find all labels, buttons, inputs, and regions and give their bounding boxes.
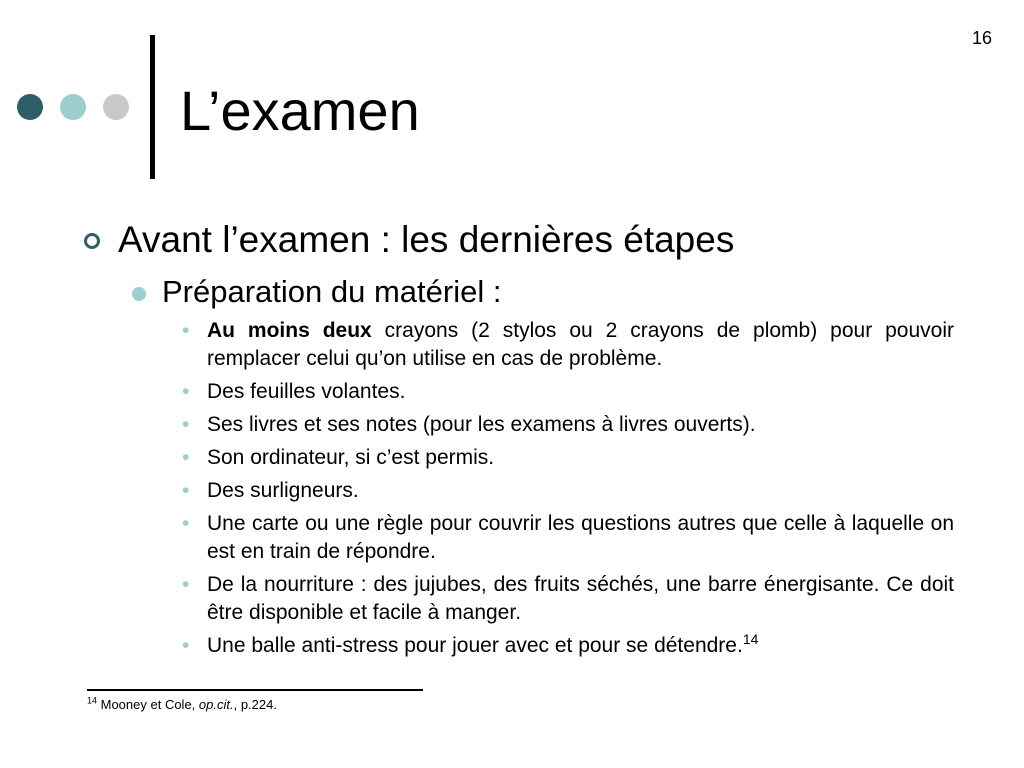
bullet-icon: • xyxy=(182,634,190,657)
footnote-rest: , p.224. xyxy=(233,697,277,712)
item-text: crayons (2 stylos ou 2 crayons de plomb) pour pouvoir remplacer celui qu’on utilise en cas de problème. xyxy=(207,319,954,370)
decor-dot-2 xyxy=(60,94,86,120)
footnote-number: 14 xyxy=(87,695,98,706)
slide-title: L’examen xyxy=(180,79,420,142)
footnote-ref: 14 xyxy=(742,631,759,647)
bullet-icon: • xyxy=(182,319,190,342)
level1-bullet-icon xyxy=(84,233,100,249)
list-item xyxy=(182,317,954,373)
list-item xyxy=(182,632,954,660)
footnote-author: Mooney et Cole, xyxy=(97,697,199,712)
footnote-italic: op.cit. xyxy=(198,697,234,712)
bullet-icon: • xyxy=(182,446,190,469)
list-item xyxy=(182,411,954,439)
footnote-rule xyxy=(87,689,423,691)
level2-bullet-icon xyxy=(132,287,146,301)
title-rule xyxy=(150,35,155,179)
bullet-icon: • xyxy=(182,512,190,535)
decor-dot-1 xyxy=(17,94,43,120)
item-text: Une balle anti-stress pour jouer avec et pour se détendre. xyxy=(207,634,743,657)
bullet-icon: • xyxy=(182,413,190,436)
item-text: Des feuilles volantes. xyxy=(207,380,406,403)
decor-dot-3 xyxy=(103,94,129,120)
item-text: Des surligneurs. xyxy=(207,479,359,502)
list-item xyxy=(182,510,954,566)
material-list xyxy=(182,317,954,665)
slide-number: 16 xyxy=(971,28,992,48)
list-item xyxy=(182,444,954,472)
bullet-icon: • xyxy=(182,380,190,403)
footnote xyxy=(87,697,277,713)
item-text: Ses livres et ses notes (pour les examens à livres ouverts). xyxy=(207,413,756,436)
level1-heading: Avant l’examen : les dernières étapes xyxy=(118,219,735,260)
item-bold: Au moins deux xyxy=(207,319,372,342)
list-item xyxy=(182,378,954,406)
bullet-icon: • xyxy=(182,479,190,502)
list-item xyxy=(182,477,954,505)
item-text: Une carte ou une règle pour couvrir les questions autres que celle à laquelle on est en train de répondre. xyxy=(207,512,954,563)
bullet-icon: • xyxy=(182,573,190,596)
level2-heading: Préparation du matériel : xyxy=(162,274,502,309)
item-text: De la nourriture : des jujubes, des fruits séchés, une barre énergisante. Ce doit être disponible et facile à manger. xyxy=(207,573,954,624)
item-text: Son ordinateur, si c’est permis. xyxy=(207,446,495,469)
list-item xyxy=(182,571,954,627)
